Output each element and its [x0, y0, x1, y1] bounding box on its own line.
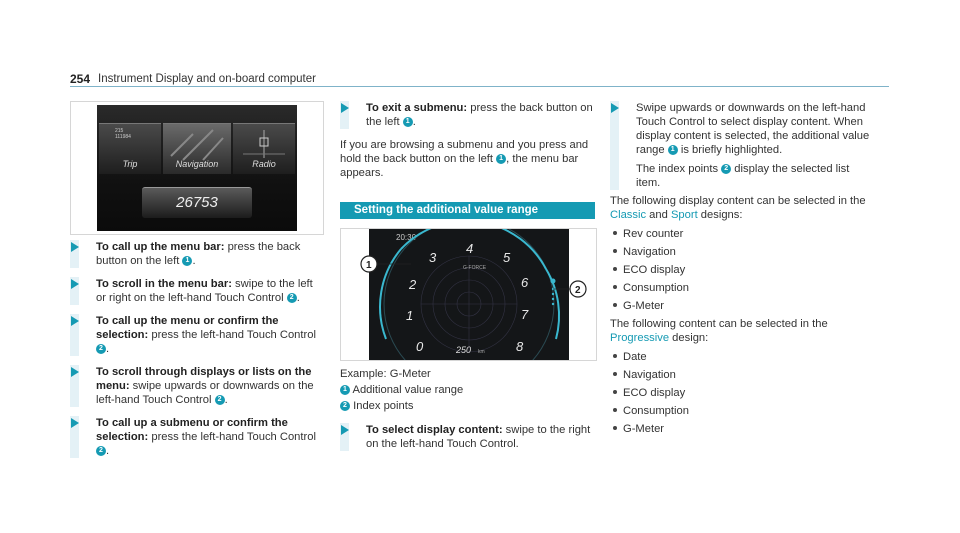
step-call-submenu: To call up a submenu or confirm the selection: press the left-hand Touch Control 2 .: [70, 416, 325, 458]
step-scroll-menu-bar: To scroll in the menu bar: swipe to the left or right on the left-hand Touch Control 2 .: [70, 277, 325, 305]
gauge-number-6: 6: [521, 275, 529, 290]
gforce-label: G-FORCE: [463, 265, 487, 271]
callout-badge: 1: [668, 145, 678, 155]
callout-badge: 1: [496, 154, 506, 164]
column-2-bottom: [340, 367, 595, 460]
callout-badge: 2: [340, 401, 350, 411]
step-arrow-icon: [341, 425, 349, 435]
page-header-title: Instrument Display and on-board computer: [98, 73, 316, 85]
step-confirm-selection: To call up the menu or confirm the selection: press the left-hand Touch Control 2 .: [70, 314, 325, 356]
column-2-top: [340, 101, 595, 185]
speed-unit: km: [478, 349, 485, 355]
speed-readout: 250: [456, 345, 472, 355]
gmeter-gauge: [341, 229, 596, 360]
tile-radio: [233, 123, 295, 174]
menu-bar-figure: [70, 101, 324, 235]
header-divider: [70, 86, 889, 87]
step-select-display-content: To select display content: swipe to the right on the left-hand Touch Control.: [340, 423, 595, 451]
submenu-paragraph: If you are browsing a submenu and you press and hold the back button on the left 1 , the menu bar appears.: [340, 139, 589, 179]
trip-values: 215 111984: [115, 128, 131, 140]
tile-trip: [99, 123, 161, 174]
callout-number-2: 2: [575, 285, 581, 296]
list-item: Date: [610, 350, 875, 364]
legend-item-1: 1 Additional value range: [340, 383, 595, 397]
tile-navigation: [163, 123, 231, 174]
step-swipe-select: Swipe upwards or downwards on the left-hand Touch Control to select display content. When display content is selected, the additional value range 1 is briefly highlighted. The index points 2 display the selected list item.: [610, 101, 875, 190]
step-arrow-icon: [71, 242, 79, 252]
step-arrow-icon: [71, 367, 79, 377]
gauge-number-4: 4: [466, 241, 474, 256]
gauge-number-8: 8: [516, 339, 524, 354]
figure-caption: Example: G-Meter: [340, 368, 431, 380]
column-3: [610, 101, 875, 440]
gauge-number-7: 7: [521, 307, 529, 322]
gauge-number-3: 3: [429, 250, 437, 265]
list-item: Navigation: [610, 245, 875, 259]
legend-item-2: 2 Index points: [340, 399, 595, 413]
tile-navigation-label: Navigation: [175, 159, 219, 169]
list-item: G-Meter: [610, 422, 875, 436]
callout-badge: 2: [287, 293, 297, 303]
tile-radio-label: Radio: [252, 159, 276, 169]
step-call-menu-bar: To call up the menu bar: press the back button on the left 1 .: [70, 240, 325, 268]
step-arrow-icon: [341, 103, 349, 113]
callout-badge: 2: [96, 446, 106, 456]
step-scroll-displays: To scroll through displays or lists on the menu: swipe upwards or downwards on the left-hand Touch Control 2 .: [70, 365, 325, 407]
classic-sport-list: [610, 227, 875, 313]
list-item: ECO display: [610, 386, 875, 400]
step-arrow-icon: [71, 279, 79, 289]
instrument-screen: [97, 105, 297, 231]
list-item: Navigation: [610, 368, 875, 382]
gauge-number-2: 2: [409, 277, 417, 292]
step-exit-submenu: To exit a submenu: press the back button on the left 1 .: [340, 101, 595, 129]
callout-badge: 2: [215, 395, 225, 405]
classic-sport-paragraph: The following display content can be selected in the Classic and Sport designs:: [610, 195, 866, 221]
list-item: G-Meter: [610, 299, 875, 313]
page-number: 254: [70, 72, 91, 86]
odometer-display: 26753: [142, 187, 252, 218]
gauge-number-1: 1: [406, 308, 414, 323]
step-arrow-icon: [71, 316, 79, 326]
sport-link[interactable]: Sport: [670, 209, 698, 221]
progressive-list: [610, 350, 875, 436]
clock-readout: 20:30: [396, 233, 417, 242]
tile-trip-label: Trip: [122, 159, 138, 169]
progressive-paragraph: The following content can be selected in the Progressive design:: [610, 318, 828, 344]
list-item: Consumption: [610, 281, 875, 295]
list-item: Consumption: [610, 404, 875, 418]
callout-badge: 1: [403, 117, 413, 127]
step-arrow-icon: [71, 418, 79, 428]
step-arrow-icon: [611, 103, 619, 113]
callout-badge: 1: [340, 385, 350, 395]
section-heading: Setting the additional value range: [340, 202, 595, 219]
classic-link[interactable]: Classic: [610, 209, 647, 221]
progressive-link[interactable]: Progressive: [610, 332, 670, 344]
callout-badge: 2: [96, 344, 106, 354]
list-item: Rev counter: [610, 227, 875, 241]
callout-badge: 2: [721, 164, 731, 174]
list-item: ECO display: [610, 263, 875, 277]
callout-number-1: 1: [366, 260, 372, 271]
gauge-number-0: 0: [416, 339, 424, 354]
callout-badge: 1: [182, 256, 192, 266]
gmeter-figure: [340, 228, 597, 361]
gauge-number-5: 5: [503, 250, 511, 265]
column-1: [70, 240, 325, 467]
